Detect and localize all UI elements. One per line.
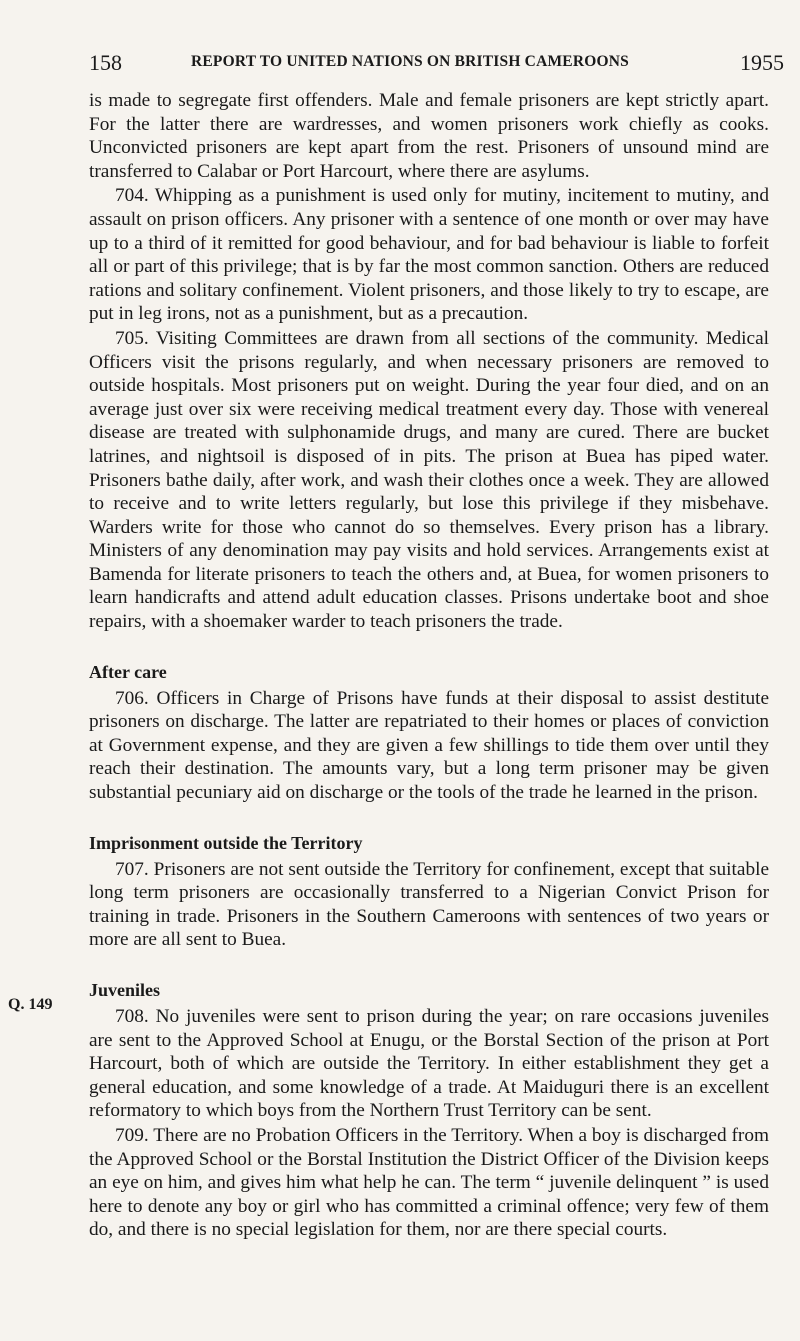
- margin-note: Q. 149: [8, 996, 53, 1013]
- heading-juveniles: Juveniles: [89, 980, 161, 1000]
- paragraph-706: 706. Officers in Charge of Prisons have funds at their disposal to assist destitute prisoners on discharge. The latter are repatriated to their homes or places of conviction at Government expense, and they are given a few shillings to tide them over until they reach their destination. The amounts vary, but a long term prisoner may be given substantial pecuniary aid on discharge or the tools of the trade he learned in the prison.: [89, 687, 769, 804]
- paragraph-709: 709. There are no Probation Officers in the Territory. When a boy is discharged from the Approved School or the Borstal Institution the District Officer of the Division keeps an eye on him, and gives him what help he can. The term “ juvenile delinquent ” is used here to denote any boy or girl who has committed a criminal offence; very few of them do, and there is no special legislation for them, nor are there special courts.: [89, 1124, 769, 1241]
- page-number: 158: [89, 50, 122, 75]
- running-head-year: 1955: [740, 50, 784, 75]
- paragraph-705: 705. Visiting Committees are drawn from all sections of the community. Medical Officers visit the prisons regularly, and when necessary prisoners are removed to outside hospitals. Most prisoners put on weight. During the year four died, and on an average just over six were receiving medical treatment every day. Those with venereal disease are treated with sulphonamide drugs, and many are cured. There are bucket latrines, and nightsoil is disposed of in pits. The prison at Buea has piped water. Prisoners bathe daily, after work, and wash their clothes once a week. They are allowed to receive and to write letters regularly, but lose this privilege if they misbehave. Warders write for those who cannot do so themselves. Every prison has a library. Ministers of any denomination may pay visits and hold services. Arrangements exist at Bamenda for literate prisoners to teach the others and, at Buea, for women prisoners to learn handicrafts and attend adult education classes. Prisons undertake boot and shoe repairs, with a shoemaker warder to teach prisoners the trade.: [89, 327, 769, 633]
- running-head: REPORT TO UNITED NATIONS ON BRITISH CAMEROONS: [191, 53, 629, 70]
- paragraph-707: 707. Prisoners are not sent outside the Territory for confinement, except that suitable long term prisoners are occasionally transferred to a Nigerian Convict Prison for training in trade. Prisoners in the Southern Cameroons with sentences of two years or more are all sent to Buea.: [89, 858, 769, 951]
- paragraph-704: 704. Whipping as a punishment is used only for mutiny, incitement to mutiny, and assault on prison officers. Any prisoner with a sentence of one month or over may have up to a third of it remitted for good behaviour, and for bad behaviour is liable to forfeit all or part of this privilege; that is by far the most common sanction. Others are reduced rations and solitary confinement. Violent prisoners, and those likely to try to escape, are put in leg irons, not as a punishment, but as a precaution.: [89, 185, 769, 325]
- body-text: [89, 89, 769, 1243]
- paragraph-continued: is made to segregate first offenders. Male and female prisoners are kept strictly apart. For the latter there are wardresses, and women prisoners work chiefly as cooks. Unconvicted prisoners are kept apart from the rest. Prisoners of unsound mind are transferred to Calabar or Port Harcourt, where there are asylums.: [89, 90, 769, 182]
- heading-imprisonment-outside-territory: Imprisonment outside the Territory: [89, 832, 363, 853]
- paragraph-708: 708. No juveniles were sent to prison during the year; on rare occasions juveniles are sent to the Approved School at Enugu, or the Borstal Section of the prison at Port Harcourt, both of which are outside the Territory. In either establishment they get a general education, and some knowledge of a trade. At Maiduguri there is an excellent reformatory to which boys from the Northern Trust Territory can be sent.: [89, 1006, 769, 1122]
- heading-after-care: After care: [89, 661, 167, 682]
- page-header: [89, 50, 784, 78]
